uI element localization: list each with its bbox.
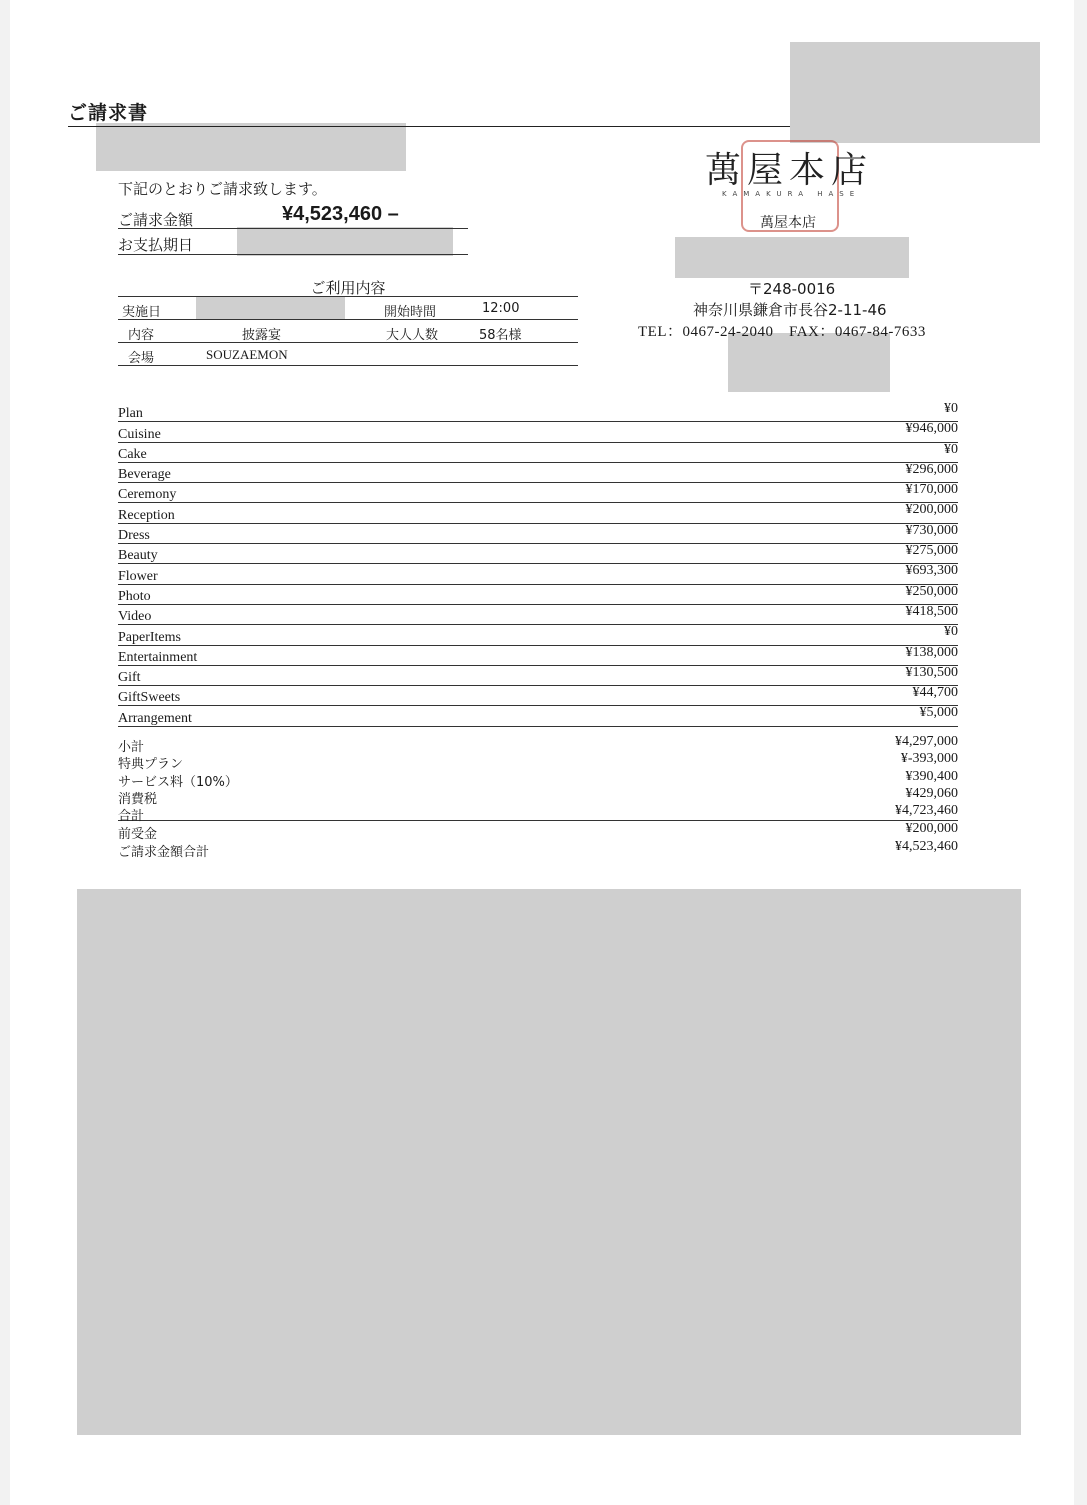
line-item-label: Arrangement xyxy=(118,710,192,726)
line-item-label: GiftSweets xyxy=(118,690,181,706)
summary-value: ¥-393,000 xyxy=(900,751,958,767)
summary-block xyxy=(118,734,958,860)
summary-label: 小計 xyxy=(118,740,145,755)
usage-content-label: 内容 xyxy=(128,328,155,343)
line-item-value: ¥946,000 xyxy=(905,421,958,437)
summary-value: ¥200,000 xyxy=(905,821,958,837)
document-title: ご請求書 xyxy=(68,102,149,124)
usage-row-content xyxy=(118,320,578,343)
line-item-value: ¥5,000 xyxy=(919,705,958,721)
line-item xyxy=(118,585,958,605)
line-item xyxy=(118,706,958,726)
summary-value: ¥429,060 xyxy=(905,785,958,801)
summary-value: ¥4,523,460 xyxy=(895,838,958,854)
summary-label: 特典プラン xyxy=(118,757,184,773)
line-item-value: ¥0 xyxy=(944,441,958,457)
summary-row-deposit xyxy=(118,821,958,843)
summary-row-amount-due xyxy=(118,838,958,860)
summary-row-service-fee xyxy=(118,768,958,790)
redaction-recipient xyxy=(96,123,406,171)
summary-value: ¥390,400 xyxy=(905,768,958,784)
redaction-bottom xyxy=(77,889,1021,1435)
usage-start-time-label: 開始時間 xyxy=(384,305,437,320)
line-item xyxy=(118,544,958,564)
shop-contact: TEL：0467-24-2040 FAX：0467-84-7633 xyxy=(638,324,926,340)
line-item xyxy=(118,564,958,584)
postal-code: 〒248-0016 xyxy=(748,280,836,298)
line-item xyxy=(118,625,958,645)
line-item-value: ¥250,000 xyxy=(905,583,958,599)
amount-row xyxy=(118,202,468,229)
line-item-label: Beverage xyxy=(118,467,171,483)
line-item-value: ¥418,500 xyxy=(905,603,958,619)
summary-label: 合計 xyxy=(118,809,145,825)
shop-address: 神奈川県鎌倉市長谷2-11-46 xyxy=(693,301,887,319)
line-item-label: Video xyxy=(118,609,152,625)
line-item-label: Beauty xyxy=(118,548,158,564)
summary-label: 前受金 xyxy=(118,827,158,843)
line-item-value: ¥44,700 xyxy=(912,685,958,701)
due-date-row xyxy=(118,229,468,255)
title-rule xyxy=(68,126,790,127)
line-item-label: Flower xyxy=(118,568,158,584)
line-item xyxy=(118,483,958,503)
line-item-label: Ceremony xyxy=(118,487,177,503)
amount-value: ¥4,523,460 – xyxy=(282,203,399,225)
usage-date-label: 実施日 xyxy=(122,305,162,320)
usage-start-time: 12:00 xyxy=(482,301,520,316)
usage-content-value: 披露宴 xyxy=(242,328,282,343)
line-item-value: ¥130,500 xyxy=(905,664,958,680)
summary-row-tax xyxy=(118,785,958,807)
invoice-sheet xyxy=(10,0,1074,1505)
summary-label: 消費税 xyxy=(118,791,158,807)
shop-logo: 萬屋本店 xyxy=(705,150,874,191)
usage-adults-value: 58名様 xyxy=(479,328,522,343)
summary-row-total xyxy=(118,803,958,825)
line-item-label: PaperItems xyxy=(118,629,181,645)
usage-venue-label: 会場 xyxy=(128,351,155,366)
line-item xyxy=(118,443,958,463)
line-item-label: Plan xyxy=(118,406,143,422)
line-item xyxy=(118,402,958,422)
redaction-shop-line xyxy=(675,237,909,278)
intro-text: 下記のとおりご請求致します。 xyxy=(118,180,327,198)
line-item xyxy=(118,646,958,666)
line-item-value: ¥730,000 xyxy=(905,522,958,538)
line-item-value: ¥275,000 xyxy=(905,543,958,559)
usage-row-date xyxy=(118,297,578,320)
shop-logo-sub: KAMAKURA HASE xyxy=(722,190,861,198)
redaction-top-right xyxy=(790,42,1040,143)
line-item xyxy=(118,422,958,442)
line-item-label: Cake xyxy=(118,446,147,462)
summary-label: ご請求金額合計 xyxy=(118,844,210,860)
summary-label: サービス料（10%） xyxy=(118,774,238,790)
line-item-value: ¥170,000 xyxy=(905,482,958,498)
line-item-label: Gift xyxy=(118,670,141,686)
summary-value: ¥4,723,460 xyxy=(895,803,958,819)
line-items xyxy=(118,402,958,727)
line-item-label: Entertainment xyxy=(118,649,198,665)
usage-row-venue xyxy=(118,343,578,366)
line-item xyxy=(118,463,958,483)
usage-adults-label: 大人人数 xyxy=(386,328,439,343)
line-item-label: Reception xyxy=(118,507,175,523)
line-item xyxy=(118,503,958,523)
redaction-contact xyxy=(728,333,890,392)
line-item-label: Cuisine xyxy=(118,426,161,442)
usage-caption: ご利用内容 xyxy=(310,279,386,297)
line-item xyxy=(118,666,958,686)
summary-row-subtotal xyxy=(118,734,958,755)
line-item-value: ¥0 xyxy=(944,624,958,640)
line-item-value: ¥200,000 xyxy=(905,502,958,518)
line-item-value: ¥138,000 xyxy=(905,644,958,660)
line-item xyxy=(118,686,958,706)
line-item-value: ¥296,000 xyxy=(905,461,958,477)
line-item-value: ¥0 xyxy=(944,401,958,416)
usage-table xyxy=(118,296,578,366)
line-item xyxy=(118,605,958,625)
line-item xyxy=(118,524,958,544)
line-item-value: ¥693,300 xyxy=(905,563,958,579)
line-item-label: Photo xyxy=(118,588,151,604)
shop-name: 萬屋本店 xyxy=(760,215,816,231)
due-date-label: お支払期日 xyxy=(118,236,194,254)
summary-value: ¥4,297,000 xyxy=(895,734,958,749)
line-item-label: Dress xyxy=(118,528,150,544)
amount-label: ご請求金額 xyxy=(118,211,194,229)
summary-row-plan-discount xyxy=(118,751,958,773)
usage-venue-value: SOUZAEMON xyxy=(206,347,288,362)
